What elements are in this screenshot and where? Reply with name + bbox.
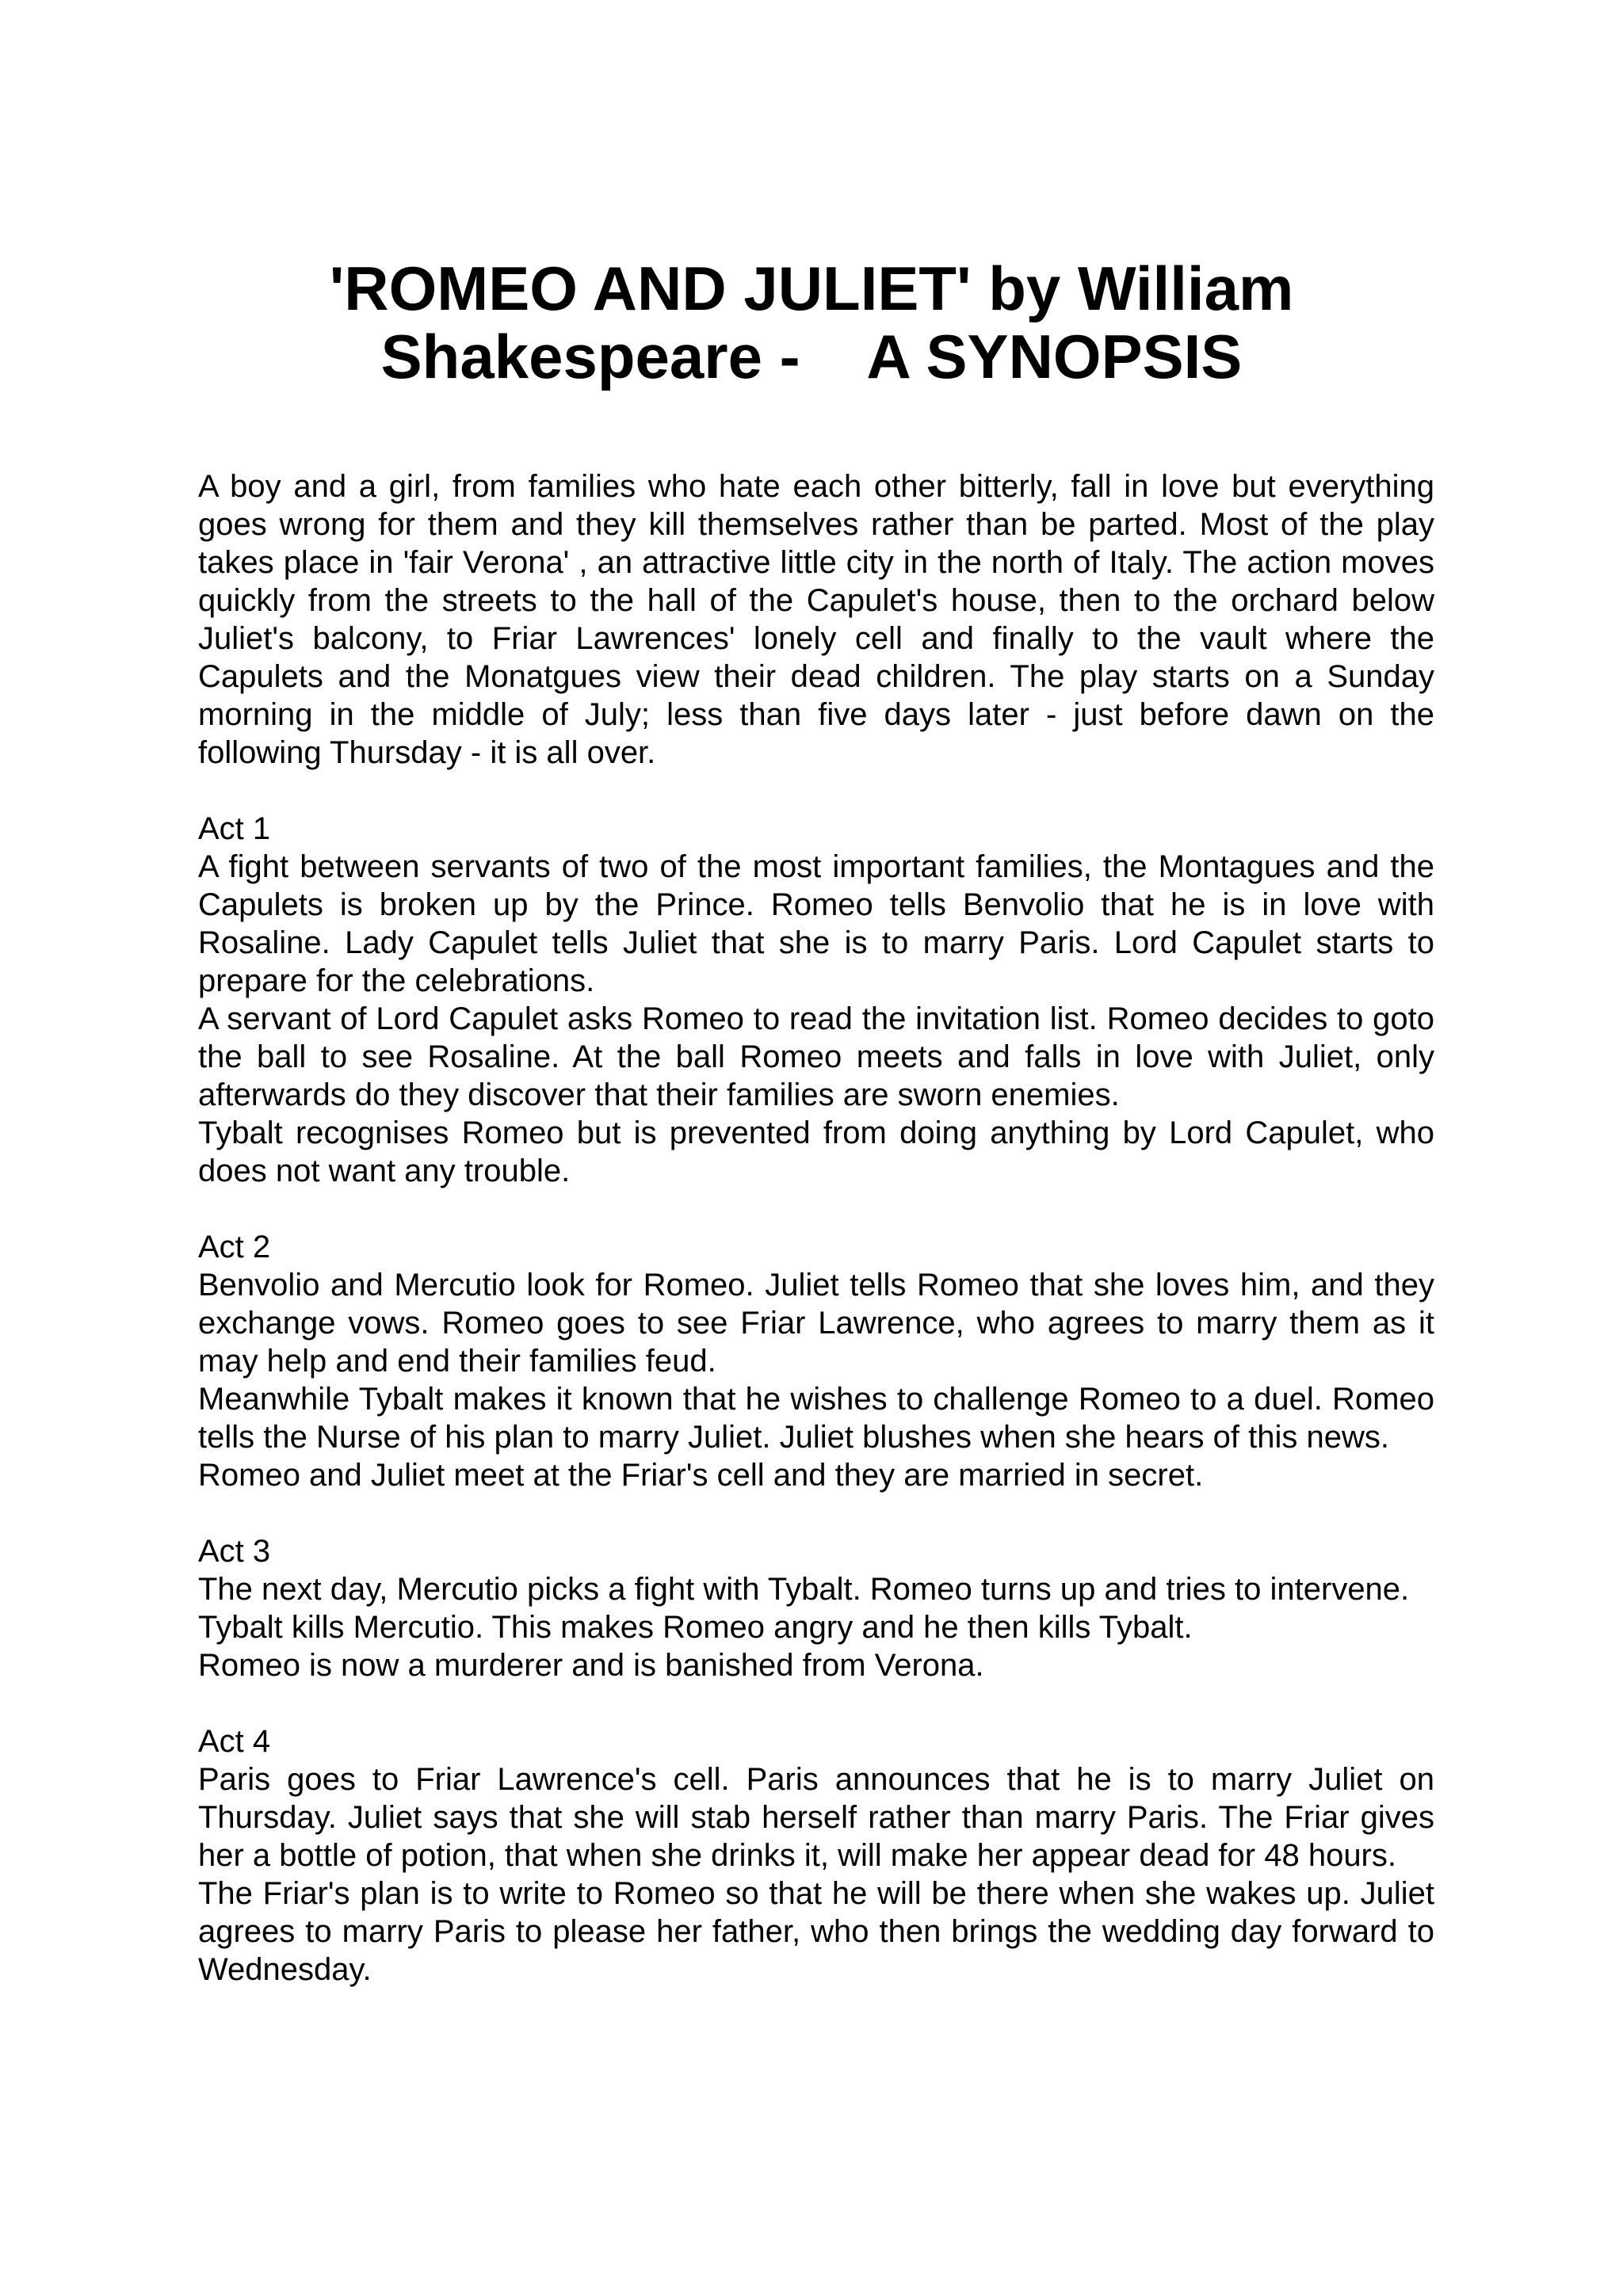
act-3-heading: Act 3	[198, 1534, 271, 1569]
act-2-paragraph-1: Benvolio and Mercutio look for Romeo. Juliet tells Romeo that she loves him, and they exchange vows. Romeo goes to see Friar Lawrence, who agrees to marry them as it may help and end their families feud.	[198, 1268, 1434, 1379]
act-3-section	[198, 1532, 1434, 1684]
document-title	[0, 254, 1623, 391]
act-1-paragraph-2: A servant of Lord Capulet asks Romeo to read the invitation list. Romeo decides to goto the ball to see Rosaline. At the ball Romeo meets and falls in love with Juliet, only afterwards do they discover that their families are sworn enemies.	[198, 1001, 1434, 1112]
paragraph-spacer	[198, 1190, 1434, 1228]
act-2-section	[198, 1228, 1434, 1494]
act-1-section	[198, 810, 1434, 1190]
act-4-paragraph-1: Paris goes to Friar Lawrence's cell. Paris announces that he is to marry Juliet on Thursday. Juliet says that she will stab herself rather than marry Paris. The Friar gives her a bottle of potion, that when she drinks it, will make her appear dead for 48 hours.	[198, 1762, 1434, 1873]
paragraph-spacer	[198, 1494, 1434, 1532]
document-body	[198, 467, 1434, 1989]
act-2-heading: Act 2	[198, 1230, 271, 1264]
act-2-paragraph-2: Meanwhile Tybalt makes it known that he wishes to challenge Romeo to a duel. Romeo tells the Nurse of his plan to marry Juliet. Juliet blushes when she hears of this news.	[198, 1382, 1434, 1455]
act-4-paragraph-2: The Friar's plan is to write to Romeo so that he will be there when she wakes up. Juliet agrees to marry Paris to please her father, who then brings the wedding day forward to Wednesday.	[198, 1876, 1434, 1987]
act-1-heading: Act 1	[198, 811, 271, 846]
title-line-1: 'ROMEO AND JULIET' by William	[329, 254, 1294, 323]
act-1-paragraph-1: A fight between servants of two of the most important families, the Montagues and the Capulets is broken up by the Prince. Romeo tells Benvolio that he is in love with Rosaline. Lady Capulet tells Juliet that she is to marry Paris. Lord Capulet starts to prepare for the celebrations.	[198, 849, 1434, 998]
intro-paragraph: A boy and a girl, from families who hate each other bitterly, fall in love but everything goes wrong for them and they kill themselves rather than be parted. Most of the play takes place in 'fair Verona' , an attractive little city in the north of Italy. The action moves quickly from the streets to the hall of the Capulet's house, then to the orchard below Juliet's balcony, to Friar Lawrences' lonely cell and finally to the vault where the Capulets and the Monatgues view their dead children. The play starts on a Sunday morning in the middle of July; less than five days later - just before dawn on the following Thursday - it is all over.	[198, 469, 1434, 770]
act-1-paragraph-3: Tybalt recognises Romeo but is prevented from doing anything by Lord Capulet, who does not want any trouble.	[198, 1116, 1434, 1188]
paragraph-spacer	[198, 772, 1434, 810]
act-3-paragraph-2: Tybalt kills Mercutio. This makes Romeo angry and he then kills Tybalt.	[198, 1610, 1193, 1645]
paragraph-spacer	[198, 1684, 1434, 1722]
title-line-2: Shakespeare - A SYNOPSIS	[380, 322, 1243, 391]
act-3-paragraph-3: Romeo is now a murderer and is banished from Verona.	[198, 1648, 984, 1683]
act-4-section	[198, 1722, 1434, 1989]
act-4-heading: Act 4	[198, 1724, 271, 1759]
act-2-paragraph-3: Romeo and Juliet meet at the Friar's cell and they are married in secret.	[198, 1458, 1204, 1493]
act-3-paragraph-1: The next day, Mercutio picks a fight with Tybalt. Romeo turns up and tries to intervene.	[198, 1572, 1410, 1607]
